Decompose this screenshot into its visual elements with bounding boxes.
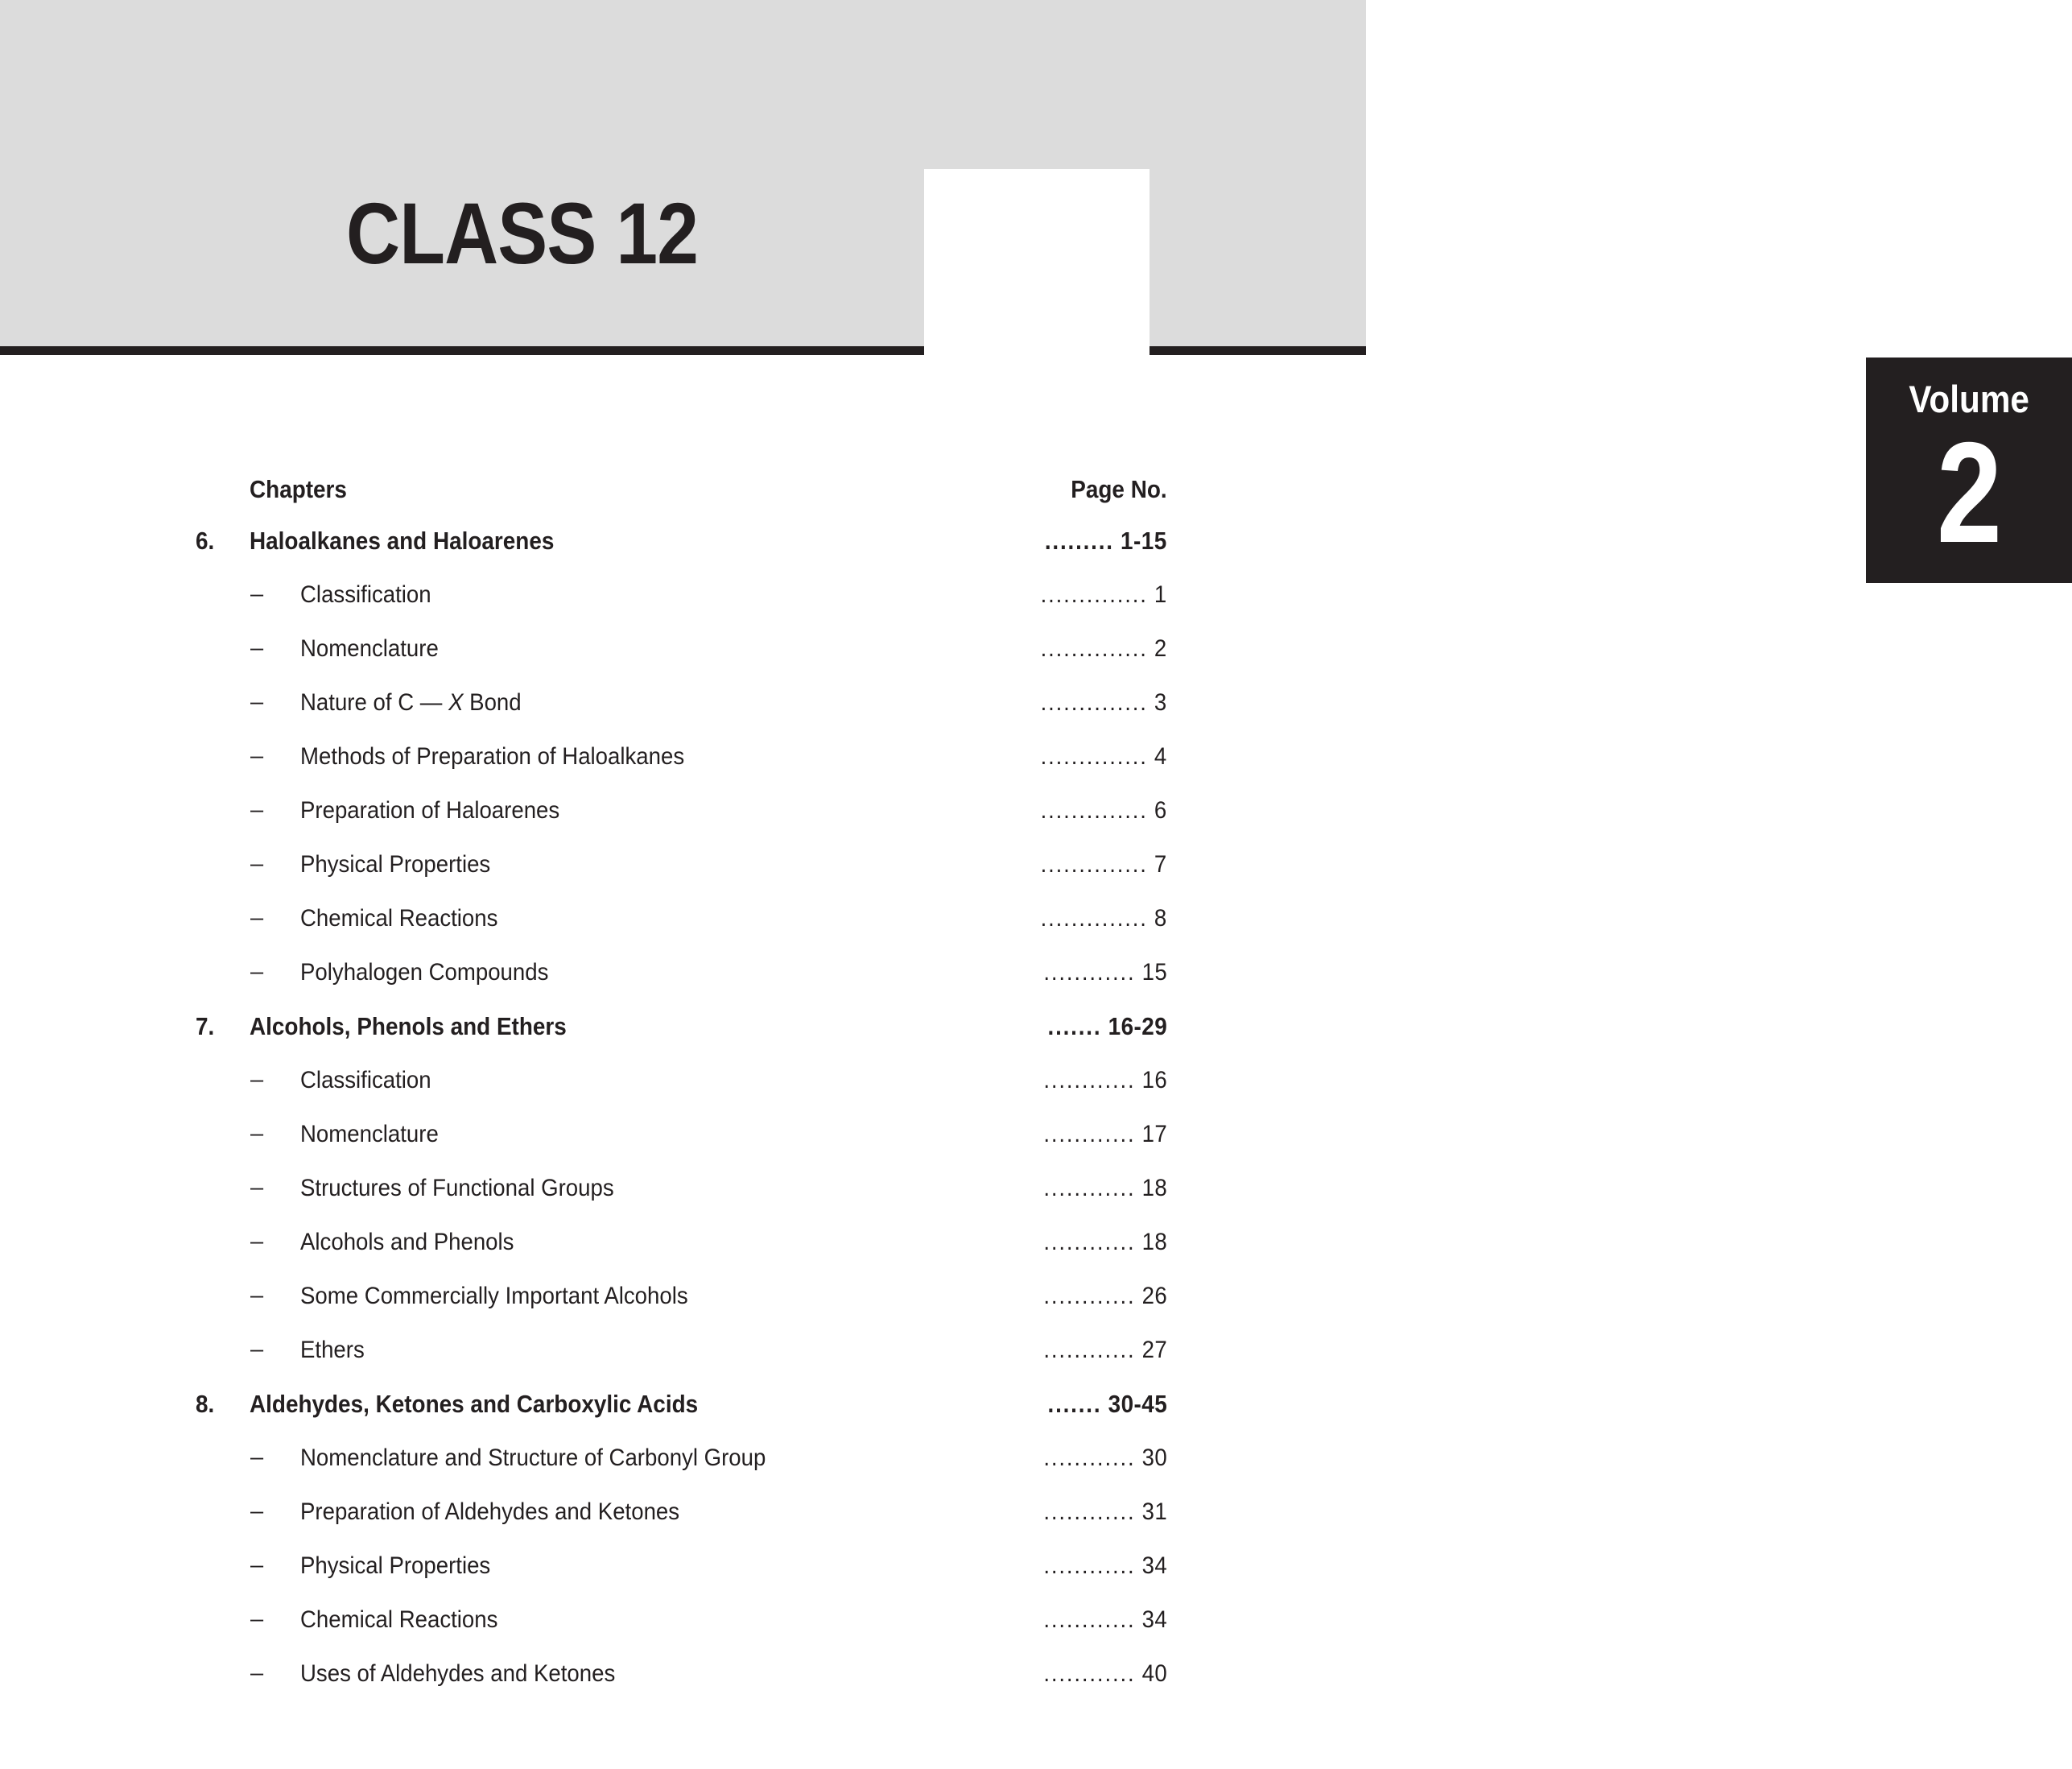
chapter-number: 6. (196, 526, 215, 555)
subitem-page-number-group (1043, 959, 1167, 986)
toc-subitem-row[interactable] (0, 945, 1366, 999)
subitem-page-number-group (1043, 1121, 1167, 1148)
bullet-dash-icon: – (250, 743, 264, 769)
toc-subitem-row[interactable] (0, 891, 1366, 945)
subitem-page-number-group (1043, 1337, 1167, 1364)
bullet-dash-icon: – (250, 635, 264, 661)
dot-leader: .............. (1040, 796, 1149, 824)
subitem-page-number: 4 (1154, 742, 1167, 770)
subitem-title-variable: X (448, 688, 464, 716)
subitem-page-number: 17 (1141, 1120, 1167, 1147)
toc-header-row (0, 465, 1366, 514)
toc-subitem-row[interactable] (0, 1485, 1366, 1539)
subitem-title: Nomenclature and Structure of Carbonyl Group (300, 1444, 766, 1471)
bullet-dash-icon: – (250, 851, 264, 877)
dot-leader: .............. (1040, 904, 1149, 932)
toc-subitem-row[interactable] (0, 1647, 1366, 1701)
bullet-dash-icon: – (250, 689, 264, 715)
volume-number: 2 (1936, 412, 2002, 572)
table-of-contents (0, 465, 1366, 1701)
toc-subitem-row[interactable] (0, 676, 1366, 730)
chapter-page-range (1045, 527, 1167, 556)
header-divider-rule (0, 346, 1366, 355)
subitem-title: Nomenclature (300, 634, 439, 662)
toc-subitem-row[interactable] (0, 1539, 1366, 1593)
chapter-title: Alcohols, Phenols and Ethers (250, 1011, 567, 1040)
toc-subitem-row[interactable] (0, 1269, 1366, 1323)
dot-leader: ....... (1047, 1011, 1102, 1040)
subitem-page-number: 16 (1141, 1066, 1167, 1093)
subitem-title: Structures of Functional Groups (300, 1174, 614, 1201)
bullet-dash-icon: – (250, 1175, 264, 1201)
subitem-page-number: 18 (1141, 1174, 1167, 1201)
subitem-title: Physical Properties (300, 1552, 491, 1579)
subitem-page-number-group (1043, 1660, 1167, 1688)
subitem-page-number: 26 (1141, 1282, 1167, 1309)
toc-subitem-row[interactable] (0, 783, 1366, 837)
subitem-page-number: 15 (1141, 958, 1167, 986)
subitem-title-suffix: Bond (463, 688, 522, 716)
volume-label: Volume (1909, 378, 2029, 420)
subitem-page-number-group (1043, 1498, 1167, 1526)
bullet-dash-icon: – (250, 1229, 264, 1254)
header-band (0, 0, 1366, 346)
chapter-title: Aldehydes, Ketones and Carboxylic Acids (250, 1389, 699, 1418)
subitem-title: Classification (300, 1066, 431, 1093)
subitem-page-number: 3 (1154, 688, 1167, 716)
subitem-page-number: 31 (1141, 1498, 1167, 1525)
bullet-dash-icon: – (250, 1498, 264, 1524)
dot-leader: .............. (1040, 742, 1149, 770)
subitem-page-number-group (1041, 635, 1167, 663)
toc-subitem-row[interactable] (0, 730, 1366, 783)
subitem-page-number: 18 (1141, 1228, 1167, 1255)
bullet-dash-icon: – (250, 1552, 264, 1578)
bullet-dash-icon: – (250, 959, 264, 985)
chapter-page-range (1047, 1012, 1167, 1041)
toc-chapter-row[interactable] (0, 1377, 1366, 1431)
subitem-title: Methods of Preparation of Haloalkanes (300, 742, 685, 770)
subitem-title: Preparation of Haloarenes (300, 796, 560, 824)
subitem-page-number-group (1043, 1067, 1167, 1094)
bullet-dash-icon: – (250, 581, 264, 607)
bullet-dash-icon: – (250, 905, 264, 931)
chapter-page-range (1047, 1390, 1167, 1419)
subitem-page-number-group (1041, 743, 1167, 771)
toc-subitem-row[interactable] (0, 1107, 1366, 1161)
subitem-page-number: 8 (1154, 904, 1167, 932)
dot-leader: ............ (1043, 958, 1136, 986)
subitem-title: Some Commercially Important Alcohols (300, 1282, 688, 1309)
toc-chapter-row[interactable] (0, 514, 1366, 568)
dot-leader: ............ (1043, 1174, 1136, 1201)
subitem-page-number: 7 (1154, 850, 1167, 878)
subitem-page-number: 2 (1154, 634, 1167, 662)
dot-leader: .............. (1040, 581, 1149, 608)
toc-subitem-row[interactable] (0, 1593, 1366, 1647)
subitem-page-number-group (1043, 1606, 1167, 1634)
toc-subitem-row[interactable] (0, 568, 1366, 622)
subitem-page-number: 6 (1154, 796, 1167, 824)
dot-leader: ....... (1047, 1389, 1102, 1418)
dot-leader: ............ (1043, 1066, 1136, 1093)
dot-leader: ............ (1043, 1659, 1136, 1687)
subitem-title: Physical Properties (300, 850, 491, 878)
bullet-dash-icon: – (250, 1283, 264, 1308)
dot-leader: ............ (1043, 1336, 1136, 1363)
column-header-page-no: Page No. (1071, 475, 1167, 503)
toc-subitem-row[interactable] (0, 622, 1366, 676)
bullet-dash-icon: – (250, 1337, 264, 1362)
subitem-title: Chemical Reactions (300, 904, 498, 932)
bullet-dash-icon: – (250, 1067, 264, 1093)
toc-subitem-row[interactable] (0, 1323, 1366, 1377)
chapter-title: Haloalkanes and Haloarenes (250, 526, 555, 555)
volume-badge (1866, 358, 2072, 583)
toc-subitem-row[interactable] (0, 1053, 1366, 1107)
toc-chapter-row[interactable] (0, 999, 1366, 1053)
chapter-page-number: 1-15 (1121, 526, 1167, 555)
toc-subitem-row[interactable] (0, 1431, 1366, 1485)
dot-leader: ............ (1043, 1228, 1136, 1255)
subitem-page-number: 27 (1141, 1336, 1167, 1363)
subitem-page-number-group (1043, 1552, 1167, 1580)
dot-leader: .............. (1040, 850, 1149, 878)
subitem-page-number-group (1041, 851, 1167, 878)
subitem-title: Alcohols and Phenols (300, 1228, 514, 1255)
subitem-title: Classification (300, 581, 431, 608)
subitem-page-number-group (1041, 581, 1167, 609)
toc-subitem-row[interactable] (0, 1215, 1366, 1269)
chapter-number: 8. (196, 1389, 215, 1418)
subitem-page-number: 34 (1141, 1552, 1167, 1579)
subitem-title: Ethers (300, 1336, 365, 1363)
column-header-chapters: Chapters (250, 475, 347, 503)
subitem-title (300, 689, 522, 717)
dot-leader: .............. (1040, 688, 1149, 716)
dot-leader: ............ (1043, 1120, 1136, 1147)
dot-leader: ............ (1043, 1606, 1136, 1633)
subitem-title: Preparation of Aldehydes and Ketones (300, 1498, 680, 1525)
subitem-title: Uses of Aldehydes and Ketones (300, 1659, 616, 1687)
bullet-dash-icon: – (250, 1445, 264, 1470)
subitem-title: Nomenclature (300, 1120, 439, 1147)
dot-leader: ......... (1045, 526, 1115, 555)
dot-leader: ............ (1043, 1282, 1136, 1309)
subitem-page-number-group (1043, 1445, 1167, 1472)
subitem-title-prefix: Nature of C — (300, 688, 449, 716)
chapter-number: 7. (196, 1011, 215, 1040)
subitem-title: Polyhalogen Compounds (300, 958, 549, 986)
bullet-dash-icon: – (250, 797, 264, 823)
chapter-page-number: 30-45 (1108, 1389, 1167, 1418)
subitem-page-number: 40 (1141, 1659, 1167, 1687)
subitem-page-number: 1 (1154, 581, 1167, 608)
toc-subitem-row[interactable] (0, 837, 1366, 891)
subitem-page-number-group (1043, 1283, 1167, 1310)
subitem-title: Chemical Reactions (300, 1606, 498, 1633)
subitem-page-number-group (1041, 905, 1167, 932)
subitem-page-number-group (1041, 797, 1167, 825)
bullet-dash-icon: – (250, 1660, 264, 1686)
bullet-dash-icon: – (250, 1121, 264, 1147)
bullet-dash-icon: – (250, 1606, 264, 1632)
toc-subitem-row[interactable] (0, 1161, 1366, 1215)
subitem-page-number-group (1041, 689, 1167, 717)
subitem-page-number: 34 (1141, 1606, 1167, 1633)
dot-leader: ............ (1043, 1444, 1136, 1471)
page-title: CLASS 12 (346, 184, 699, 282)
dot-leader: ............ (1043, 1552, 1136, 1579)
subitem-page-number-group (1043, 1229, 1167, 1256)
dot-leader: .............. (1040, 634, 1149, 662)
dot-leader: ............ (1043, 1498, 1136, 1525)
subitem-page-number: 30 (1141, 1444, 1167, 1471)
subitem-page-number-group (1043, 1175, 1167, 1202)
chapter-page-number: 16-29 (1108, 1011, 1167, 1040)
